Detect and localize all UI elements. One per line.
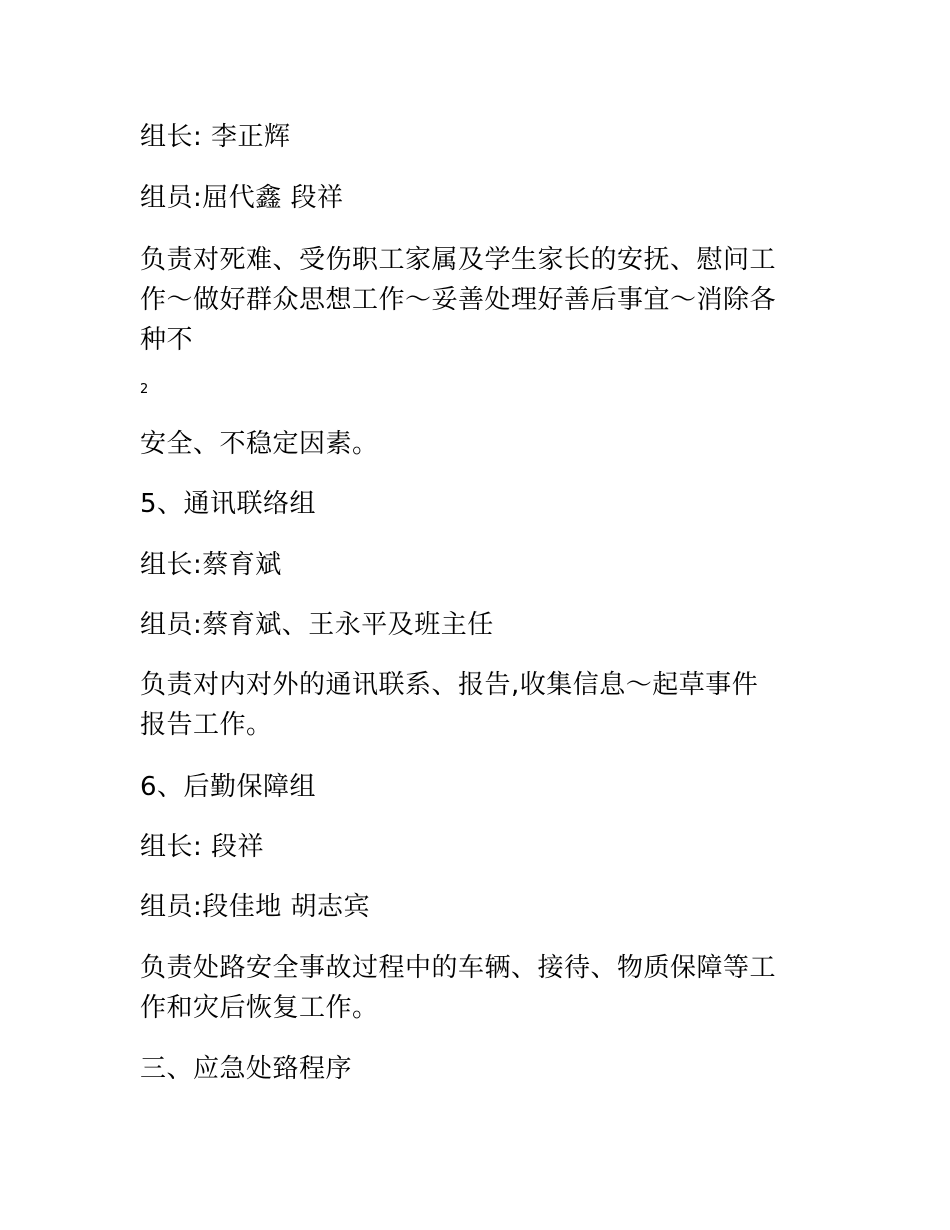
section-heading-logistics: 6、后勤保障组 (140, 772, 317, 802)
paragraph-line: 报告工作。 (140, 710, 273, 740)
group-leader-line: 组长: 李正辉 (140, 122, 291, 152)
group-members-line: 组员:蔡育斌、王永平及班主任 (140, 610, 494, 640)
paragraph-line: 种不 (140, 325, 194, 355)
paragraph-line: 作和灾后恢复工作。 (140, 993, 379, 1023)
responsibility-paragraph (140, 240, 820, 360)
group-leader-line: 组长:蔡育斌 (140, 550, 282, 580)
responsibility-paragraph (140, 948, 820, 1028)
responsibility-paragraph (140, 665, 820, 745)
paragraph-continuation: 安全、不稳定因素。 (140, 429, 379, 459)
section-heading-communication: 5、通讯联络组 (140, 489, 317, 519)
section-heading-emergency-procedure: 三、应急处臵程序 (140, 1054, 353, 1084)
paragraph-line: 作～做好群众思想工作～妥善处理好善后事宜～消除各 (140, 285, 777, 315)
paragraph-line: 负责对内对外的通讯联系、报告,收集信息～起草事件 (140, 670, 759, 700)
paragraph-line: 负责对死难、受伤职工家属及学生家长的安抚、慰问工 (140, 245, 777, 275)
page-number: 2 (140, 382, 149, 397)
group-members-line: 组员:段佳地 胡志宾 (140, 892, 371, 922)
paragraph-line: 负责处路安全事故过程中的车辆、接待、物质保障等工 (140, 953, 777, 983)
group-members-line: 组员:屈代鑫 段祥 (140, 183, 344, 213)
group-leader-line: 组长: 段祥 (140, 832, 265, 862)
